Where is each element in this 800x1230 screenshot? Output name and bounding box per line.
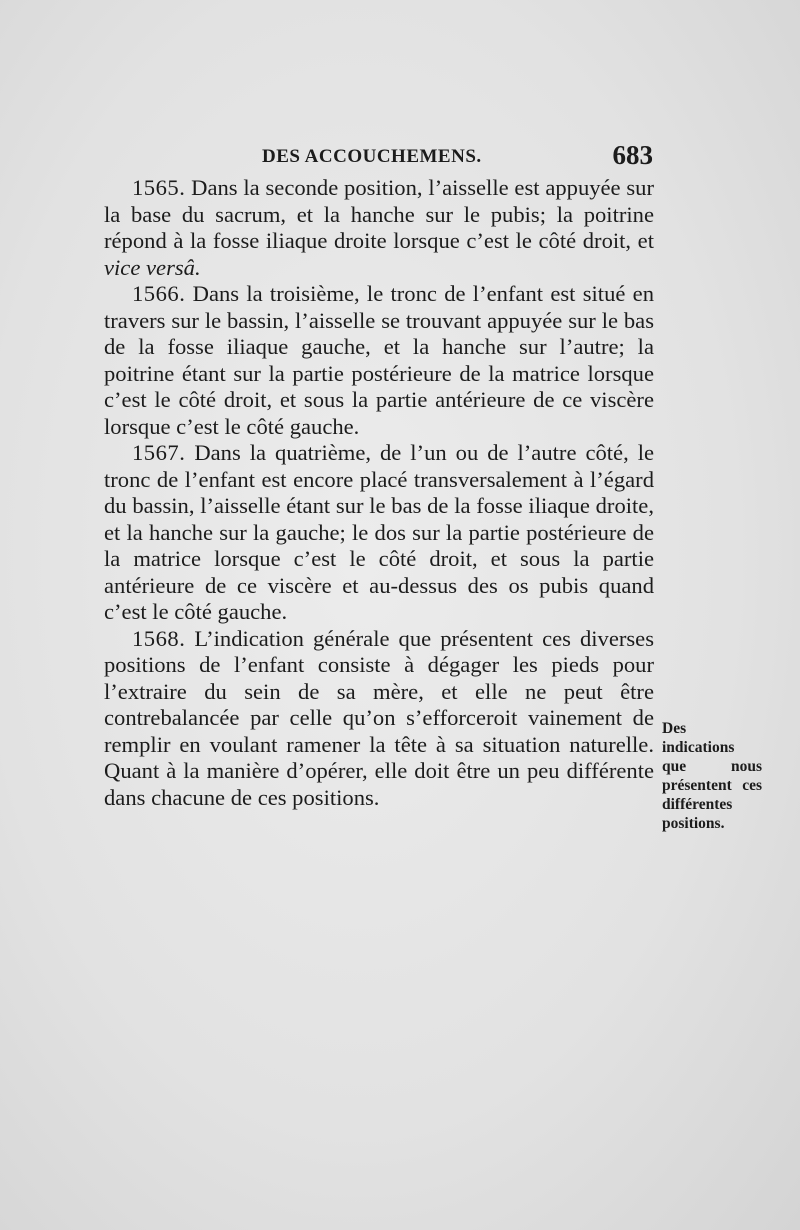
body-text — [104, 175, 654, 811]
paragraph-1566 — [104, 281, 654, 440]
paragraph-text: L’indication générale que présentent ces diverses positions de l’enfant consiste à dégager les pieds pour l’extraire du sein de sa mère, et elle ne peut être contrebalancée par celle qu’on s’efforceroit vainement de remplir en voulant ramener la tête à sa situation naturelle. Quant à la manière d’opérer, elle doit être un peu différente dans chacune de ces positions. — [104, 625, 654, 810]
paragraph-number: 1568. — [132, 625, 186, 651]
paragraph-1565 — [104, 175, 654, 281]
paragraph-1568 — [104, 626, 654, 812]
paragraph-text: Dans la quatrième, de l’un ou de l’autre côté, le tronc de l’enfant est encore placé transversalement à l’égard du bassin, l’aisselle étant sur le bas de la fosse iliaque droite, et la hanche sur la gauche; le dos sur la partie postérieure de la matrice lorsque c’est le côté droit, et sous la partie antérieure de ce viscère et au-dessus des os pubis quand c’est le côté gauche. — [104, 440, 655, 624]
running-head: DES ACCOUCHEMENS. — [262, 146, 482, 167]
paragraph-italic-tail: vice versâ. — [104, 254, 201, 280]
paragraph-text: Dans la troisième, le tronc de l’enfant est situé en travers sur le bassin, l’aisselle se trouvant appuyée sur le bas de la fosse iliaque gauche, et la hanche sur l’autre; la poitrine étant sur la partie postérieure de la matrice lorsque c’est le côté droit, et sous la partie antérieure de ce viscère lorsque c’est le côté gauche. — [104, 281, 654, 439]
paragraph-1567 — [104, 440, 654, 626]
paragraph-number: 1565. — [132, 175, 186, 200]
paragraph-text: Dans la seconde position, l’aisselle est appuyée sur la base du sacrum, et la hanche sur le pubis; la poitrine répond à la fosse iliaque droite lorsque c’est le côté droit, et — [104, 175, 655, 253]
paragraph-number: 1566. — [132, 281, 186, 306]
margin-note: Des indications que nous présentent ces différentes positions. — [662, 720, 762, 832]
paragraph-number: 1567. — [132, 440, 186, 465]
page-number: 683 — [612, 140, 653, 170]
page-header — [105, 140, 653, 174]
